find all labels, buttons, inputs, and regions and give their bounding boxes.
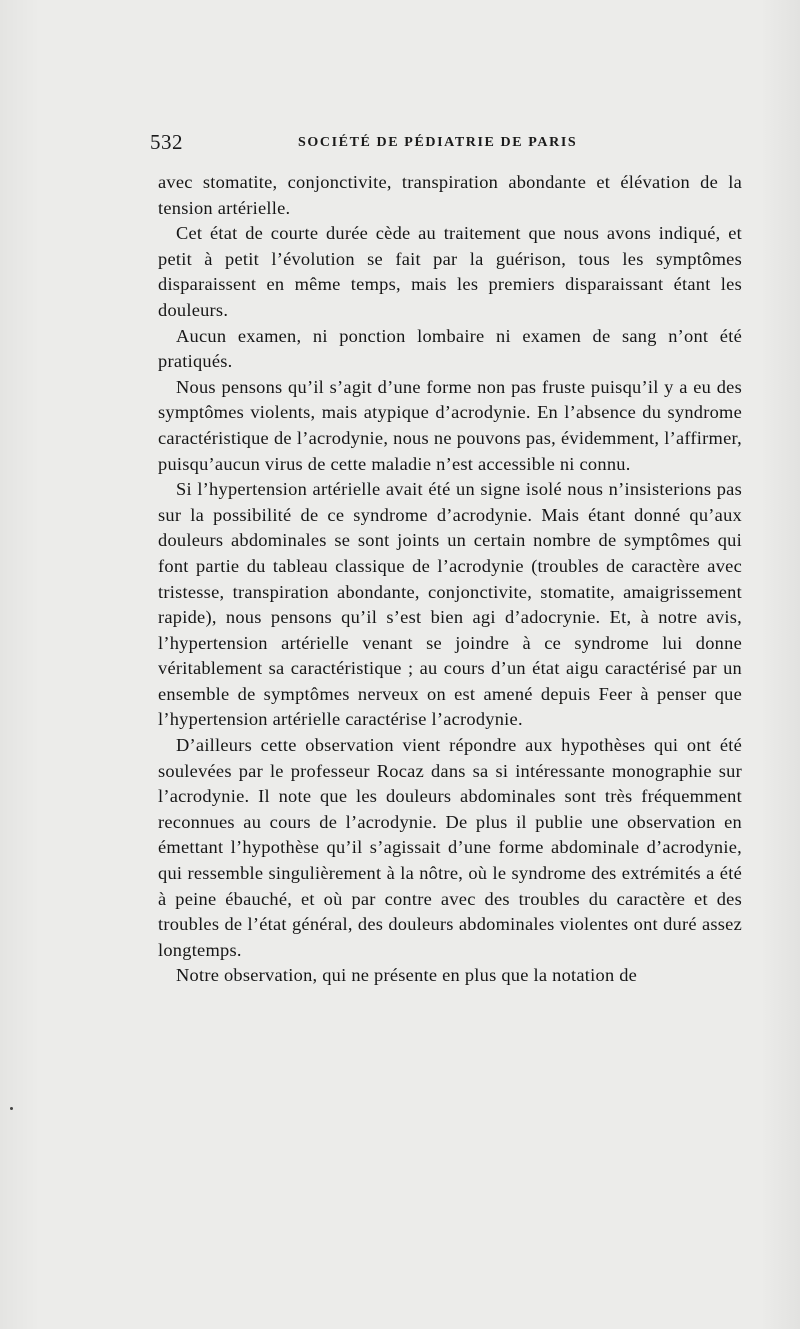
- paragraph: Nous pensons qu’il s’agit d’une forme non pas fruste puisqu’il y a eu des symptômes violents, mais atypique d’acrodynie. En l’absence du syndrome caractéristique de l’acrodynie, nous ne pouvons pas, évidemment, l’affirmer, puisqu’aucun virus de cette maladie n’est accessible ni connu.: [158, 376, 742, 474]
- paragraph-final: Notre observation, qui ne présente en plus que la notation de: [176, 965, 638, 986]
- paragraph: Cet état de courte durée cède au traitement que nous avons indiqué, et petit à petit l’évolution se fait par la guérison, tous les symptômes disparaissent en même temps, mais les premiers disparaissant étant les douleurs.: [158, 223, 742, 320]
- paragraph: Aucun examen, ni ponction lombaire ni examen de sang n’ont été pratiqués.: [158, 325, 742, 372]
- ink-speck: [10, 1107, 13, 1110]
- paragraph: D’ailleurs cette observation vient répondre aux hypothèses qui ont été soulevées par le professeur Rocaz dans sa si intéressante monographie sur l’acrodynie. Il note que les douleurs abdominales sont très fréquemment reconnues au cours de l’acrodynie. De plus il publie une observation en émettant l’hypothèse qu’il s’agissait d’une forme abdominale d’acrodynie, qui ressemble singulièrement à la nôtre, où le syndrome des extrémités a été à peine ébauché, et où par contre avec des troubles du caractère et des troubles de l’état général, des douleurs abdominales violentes ont duré assez longtemps.: [158, 735, 742, 960]
- page-header: [150, 130, 745, 158]
- paragraph-continued: avec stomatite, conjonctivite, transpiration abondante et élévation de la tension artérielle.: [158, 172, 742, 218]
- paragraph: Si l’hypertension artérielle avait été un signe isolé nous n’insisterions pas sur la possibilité de ce syndrome d’acrodynie. Mais étant donné qu’aux douleurs abdominales se sont joints un certain nombre de symptômes qui font partie du tableau classique de l’acrodynie (troubles de caractère avec tristesse, transpiration abondante, conjonctivite, stomatite, amaigrissement rapide), nous pensons qu’il s’est bien agi d’adocrynie. Et, à notre avis, l’hypertension artérielle venant se joindre à ce syndrome lui donne véritablement sa caractéristique ; au cours d’un état aigu caractérisé par un ensemble de symptômes nerveux on est amené depuis Feer à penser que l’hypertension artérielle caractérise l’acrodynie.: [158, 479, 742, 730]
- page-number: 532: [150, 130, 183, 154]
- body-text: [158, 170, 742, 989]
- running-title: SOCIÉTÉ DE PÉDIATRIE DE PARIS: [298, 135, 578, 150]
